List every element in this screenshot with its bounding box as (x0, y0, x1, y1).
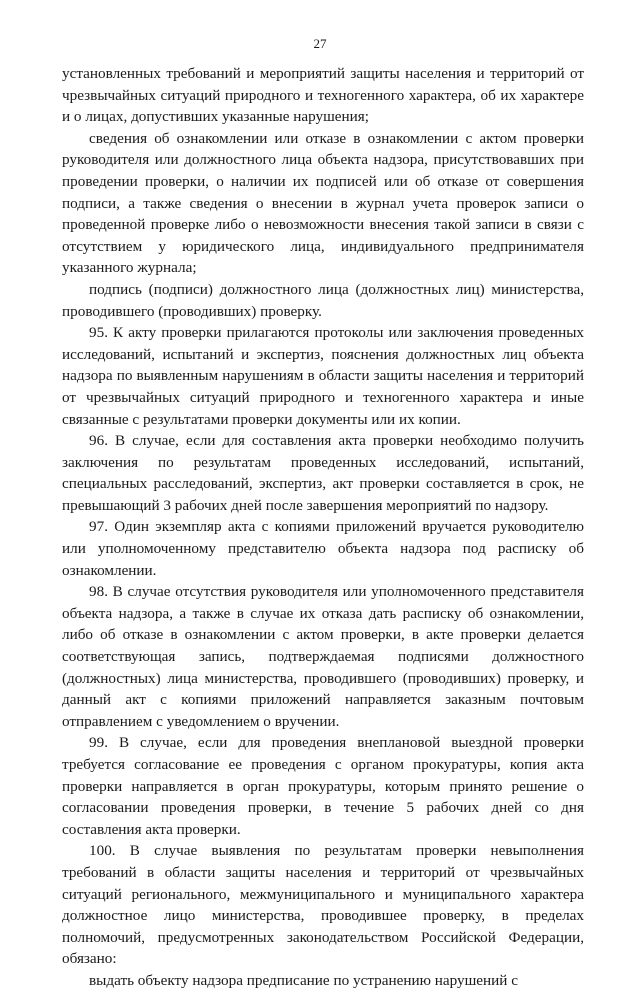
paragraph-continuation: установленных требований и мероприятий защиты населения и территорий от чрезвычайных ситуаций природного и техногенного характера, об их характере и о лицах, допустивших указанные нарушения; (62, 65, 584, 126)
paragraph-issue-order: выдать объекту надзора предписание по устранению нарушений с (89, 971, 518, 989)
paragraph-99: 99. В случае, если для проведения внеплановой выездной проверки требуется согласование ее проведения с органом прокуратуры, копия акта проверки направляется в орган прокуратуры, которым принято решение о согласовании проведения проверки, в течение 5 рабочих дней со дня составления акта проверки. (62, 734, 584, 838)
paragraph-98: 98. В случае отсутствия руководителя или уполномоченного представителя объекта надзора, а также в случае их отказа дать расписку об ознакомлении, либо об отказе в ознакомлении с актом проверки, в акте проверки делается соответствующая запись, подтверждаемая подписями должностного (должностных) лица министерства, проводившего (проводивших) проверку, и данный акт с копиями приложений направляется заказным почтовым отправлением с уведомлением о вручении. (62, 583, 584, 730)
page-number: 27 (313, 36, 327, 51)
paragraph-100: 100. В случае выявления по результатам проверки невыполнения требований в области защиты населения и территорий от чрезвычайных ситуаций регионального, межмуниципального и муниципального характера должностное лицо министерства, проводившее проверку, в пределах полномочий, предусмотренных законодательством Российской Федерации, обязано: (62, 842, 584, 968)
paragraph-97: 97. Один экземпляр акта с копиями приложений вручается руководителю или уполномоченному представителю объекта надзора под расписку об ознакомлении. (62, 518, 584, 579)
paragraph-signature: подпись (подписи) должностного лица (должностных лиц) министерства, проводившего (проводивших) проверку. (62, 280, 584, 320)
document-body (62, 63, 584, 992)
paragraph-familiarization: сведения об ознакомлении или отказе в ознакомлении с актом проверки руководителя или должностного лица объекта надзора, присутствовавших при проведении проверки, о наличии их подписей или об отказе от совершения подписи, а также сведения о внесении в журнал учета проверок записи о проведенной проверке либо о невозможности внесения такой записи в связи с отсутствием у юридического лица, индивидуального предпринимателя указанного журнала; (62, 129, 584, 277)
paragraph-95: 95. К акту проверки прилагаются протоколы или заключения проведенных исследований, испытаний и экспертиз, пояснения должностных лиц объекта надзора по выявленным нарушениям в области защиты населения и территорий от чрезвычайных ситуаций природного и техногенного характера и иные связанные с результатами проверки документы или их копии. (62, 324, 584, 428)
paragraph-96: 96. В случае, если для составления акта проверки необходимо получить заключения по результатам проведенных исследований, испытаний, специальных расследований, экспертиз, акт проверки составляется в срок, не превышающий 3 рабочих дней после завершения мероприятий по надзору. (62, 432, 584, 514)
